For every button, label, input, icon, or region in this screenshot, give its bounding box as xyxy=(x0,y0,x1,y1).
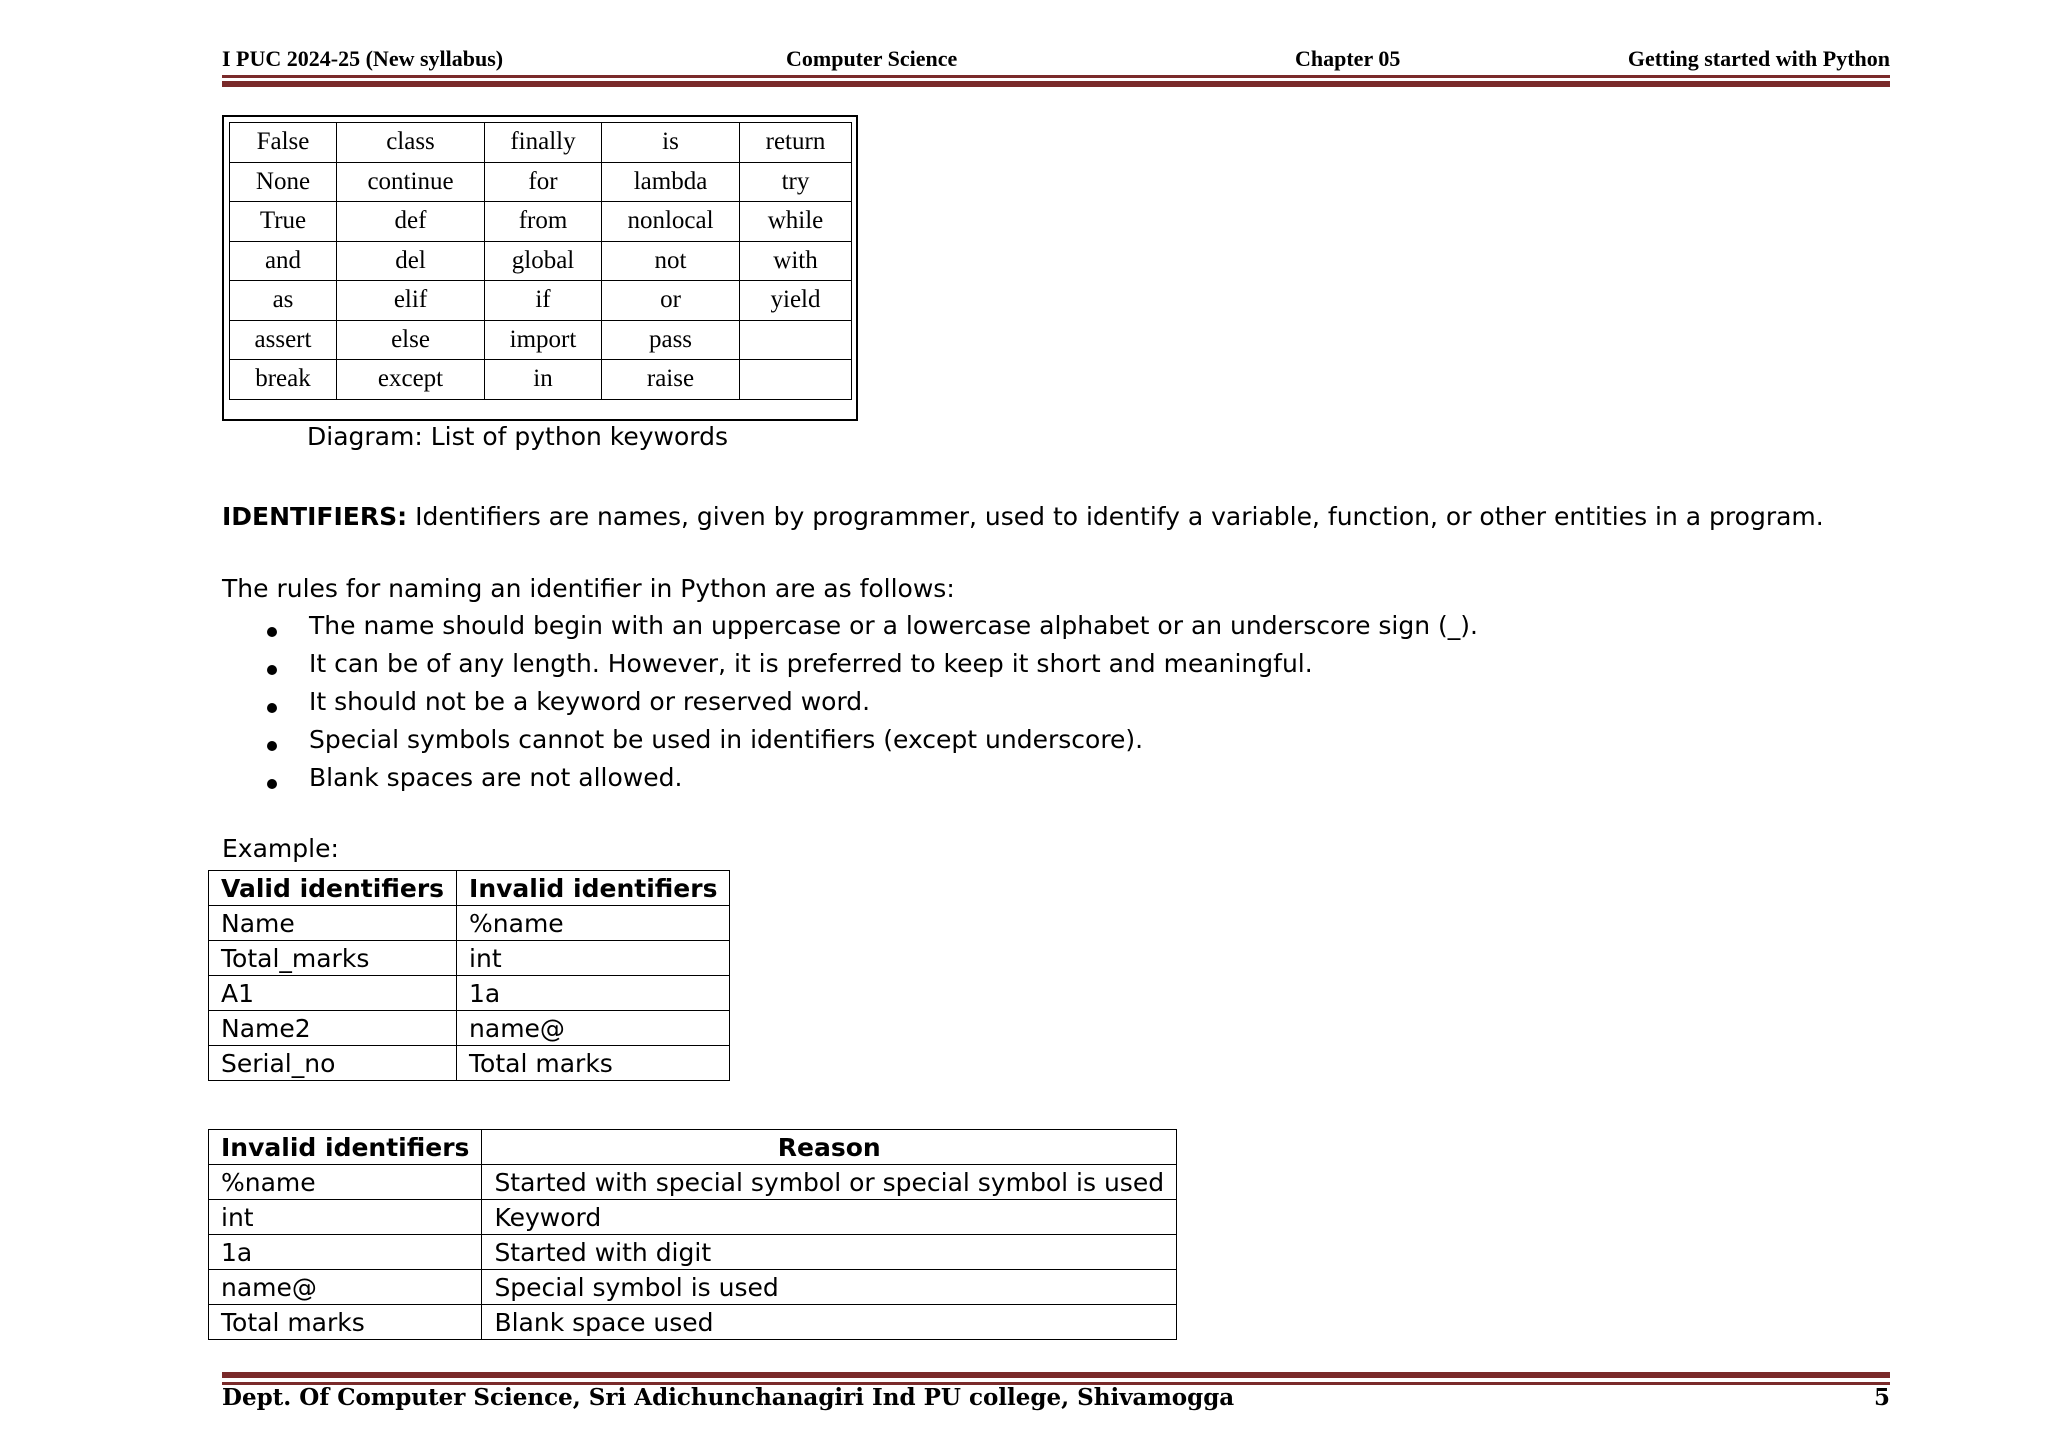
keyword-cell: or xyxy=(602,281,740,321)
keyword-row xyxy=(230,320,852,360)
keyword-cell: yield xyxy=(740,281,852,321)
table-row xyxy=(209,976,730,1011)
keyword-cell: and xyxy=(230,241,337,281)
rule-item: It can be of any length. However, it is preferred to keep it short and meaningful. xyxy=(309,649,1313,678)
keyword-row xyxy=(230,123,852,163)
table-cell: name@ xyxy=(209,1270,482,1305)
table-cell: Started with digit xyxy=(482,1235,1177,1270)
keyword-cell: if xyxy=(485,281,602,321)
rule-item: It should not be a keyword or reserved word. xyxy=(309,687,871,716)
keyword-row xyxy=(230,162,852,202)
table-header-row xyxy=(209,871,730,906)
table-row xyxy=(209,1165,1177,1200)
header-subject: Computer Science xyxy=(786,46,958,71)
header-chapter: Chapter 05 xyxy=(1295,46,1401,71)
table-cell: Serial_no xyxy=(209,1046,457,1081)
keyword-cell: def xyxy=(337,202,485,242)
rule-item: The name should begin with an uppercase or a lowercase alphabet or an underscore sign (_). xyxy=(309,611,1478,640)
keyword-cell: is xyxy=(602,123,740,163)
bullet-icon xyxy=(267,703,277,713)
keyword-cell: lambda xyxy=(602,162,740,202)
table-cell: Blank space used xyxy=(482,1305,1177,1340)
keyword-cell: None xyxy=(230,162,337,202)
bullet-icon xyxy=(267,665,277,675)
identifiers-definition xyxy=(222,502,1824,531)
table-cell: %name xyxy=(457,906,730,941)
keyword-cell: finally xyxy=(485,123,602,163)
table-cell: 1a xyxy=(457,976,730,1011)
keyword-cell: class xyxy=(337,123,485,163)
header-rule-thick xyxy=(222,81,1890,87)
table-row xyxy=(209,941,730,976)
keyword-row xyxy=(230,281,852,321)
table-row xyxy=(209,906,730,941)
keyword-cell xyxy=(740,320,852,360)
keyword-cell: nonlocal xyxy=(602,202,740,242)
table-cell: Total marks xyxy=(209,1305,482,1340)
table-row xyxy=(209,1200,1177,1235)
keyword-cell: from xyxy=(485,202,602,242)
keyword-cell: pass xyxy=(602,320,740,360)
keyword-row xyxy=(230,360,852,400)
keyword-cell: except xyxy=(337,360,485,400)
bullet-icon xyxy=(267,779,277,789)
header-rule xyxy=(222,75,1890,78)
keyword-row xyxy=(230,202,852,242)
keyword-row xyxy=(230,241,852,281)
table-row xyxy=(209,1235,1177,1270)
bullet-icon xyxy=(267,741,277,751)
table-row xyxy=(209,1270,1177,1305)
keyword-cell: assert xyxy=(230,320,337,360)
footer-rule-thick xyxy=(222,1372,1890,1378)
table-cell: A1 xyxy=(209,976,457,1011)
identifiers-term: IDENTIFIERS: xyxy=(222,502,408,531)
keyword-cell: else xyxy=(337,320,485,360)
keyword-cell: in xyxy=(485,360,602,400)
keyword-cell: import xyxy=(485,320,602,360)
table-cell: int xyxy=(457,941,730,976)
keyword-cell: not xyxy=(602,241,740,281)
column-header: Invalid identifiers xyxy=(209,1130,482,1165)
bullet-icon xyxy=(267,627,277,637)
column-header: Invalid identifiers xyxy=(457,871,730,906)
table-cell: 1a xyxy=(209,1235,482,1270)
table-cell: name@ xyxy=(457,1011,730,1046)
header-topic: Getting started with Python xyxy=(1627,46,1890,71)
table-cell: %name xyxy=(209,1165,482,1200)
column-header: Reason xyxy=(482,1130,1177,1165)
keyword-cell: del xyxy=(337,241,485,281)
reasons-table xyxy=(208,1129,1177,1340)
rule-item: Blank spaces are not allowed. xyxy=(309,763,683,792)
header-course: I PUC 2024-25 (New syllabus) xyxy=(222,46,504,71)
keyword-cell xyxy=(740,360,852,400)
keyword-cell: while xyxy=(740,202,852,242)
example-label: Example: xyxy=(222,834,339,863)
table-cell: Keyword xyxy=(482,1200,1177,1235)
rules-intro: The rules for naming an identifier in Python are as follows: xyxy=(222,574,955,603)
keyword-cell: continue xyxy=(337,162,485,202)
rule-item: Special symbols cannot be used in identifiers (except underscore). xyxy=(309,725,1144,754)
table-row xyxy=(209,1046,730,1081)
keyword-cell: raise xyxy=(602,360,740,400)
keyword-cell: as xyxy=(230,281,337,321)
table-header-row xyxy=(209,1130,1177,1165)
table-cell: int xyxy=(209,1200,482,1235)
table-cell: Special symbol is used xyxy=(482,1270,1177,1305)
example-table xyxy=(208,870,730,1081)
table-row xyxy=(209,1011,730,1046)
keyword-cell: False xyxy=(230,123,337,163)
keyword-cell: break xyxy=(230,360,337,400)
identifiers-text: Identifiers are names, given by programmer, used to identify a variable, function, or other entities in a program. xyxy=(407,502,1824,531)
keyword-cell: True xyxy=(230,202,337,242)
table-row xyxy=(209,1305,1177,1340)
table-cell: Total_marks xyxy=(209,941,457,976)
keyword-cell: with xyxy=(740,241,852,281)
table-cell: Name2 xyxy=(209,1011,457,1046)
column-header: Valid identifiers xyxy=(209,871,457,906)
page-number: 5 xyxy=(1873,1384,1890,1411)
table-cell: Name xyxy=(209,906,457,941)
table-cell: Total marks xyxy=(457,1046,730,1081)
keyword-table xyxy=(229,122,852,400)
keyword-table-caption: Diagram: List of python keywords xyxy=(307,422,729,451)
table-cell: Started with special symbol or special symbol is used xyxy=(482,1165,1177,1200)
keyword-cell: global xyxy=(485,241,602,281)
keyword-cell: elif xyxy=(337,281,485,321)
keyword-cell: return xyxy=(740,123,852,163)
keyword-cell: try xyxy=(740,162,852,202)
footer-department: Dept. Of Computer Science, Sri Adichunchanagiri Ind PU college, Shivamogga xyxy=(222,1384,1235,1411)
keyword-cell: for xyxy=(485,162,602,202)
